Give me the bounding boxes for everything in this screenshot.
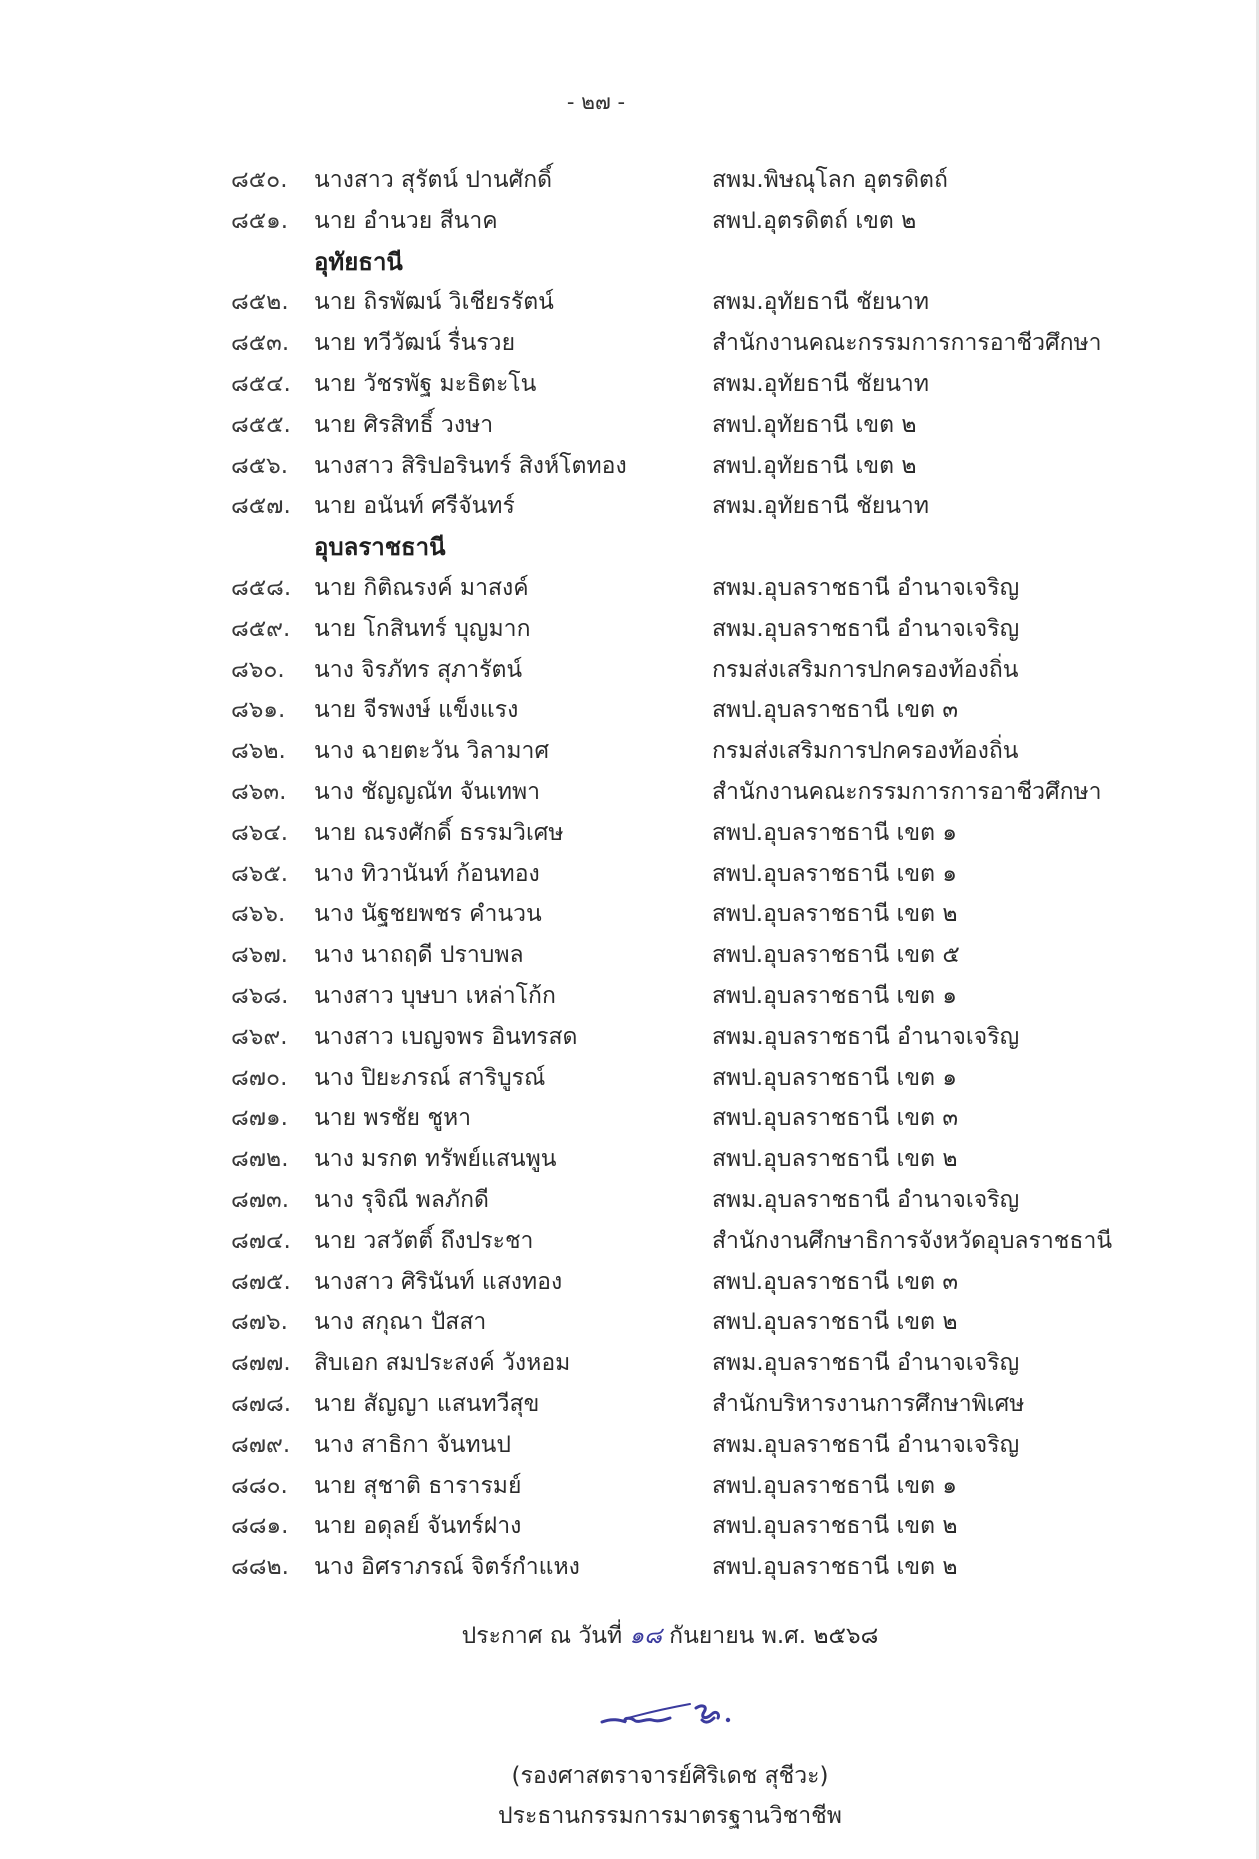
list-item [0,854,1256,895]
entry-name: นางสาว เบญจพร อินทรสด [314,1023,578,1050]
list-item [0,976,1256,1017]
member-list [0,160,1256,1588]
entry-agency: สำนักงานศึกษาธิการจังหวัดอุบลราชธานี [712,1227,1113,1254]
entry-number: ๘๖๗. [231,942,288,969]
entry-number: ๘๗๐. [231,1064,288,1091]
list-item [0,364,1256,405]
entry-number: ๘๖๙. [231,1023,288,1050]
signer-title: ประธานกรรมการมาตรฐานวิชาชีพ [498,1803,842,1829]
entry-number: ๘๕๗. [231,493,291,520]
entry-name: นาย ณรงศักดิ์ ธรรมวิเศษ [314,819,564,846]
province-heading-row [0,242,1256,283]
entry-name: นาง ชัญญณัท จันเทพา [314,778,541,805]
entry-number: ๘๗๙. [231,1431,291,1458]
entry-agency: สพป.อุบลราชธานี เขต ๒ [712,1513,958,1540]
entry-number: ๘๕๔. [231,370,291,397]
page-number: - ๒๗ - [566,90,626,114]
list-item [0,160,1256,201]
entry-agency: สพป.อุบลราชธานี เขต ๕ [712,942,960,969]
entry-agency: สำนักบริหารงานการศึกษาพิเศษ [712,1390,1025,1417]
entry-number: ๘๕๙. [231,615,291,642]
entry-name: นาง นาถฤดี ปราบพล [314,942,524,969]
entry-agency: สพป.อุบลราชธานี เขต ๓ [712,1268,959,1295]
entry-name: นางสาว สิริปอรินทร์ สิงห์โตทอง [314,452,627,479]
entry-number: ๘๖๐. [231,656,285,683]
entry-number: ๘๘๑. [231,1513,289,1540]
list-item [0,568,1256,609]
list-item [0,1506,1256,1547]
list-item [0,650,1256,691]
entry-agency: สพป.อุบลราชธานี เขต ๑ [712,1064,957,1091]
entry-name: นาง ฉายตะวัน วิลามาศ [314,738,550,765]
entry-agency: สพป.อุทัยธานี เขต ๒ [712,411,917,438]
entry-agency: สพป.อุบลราชธานี เขต ๒ [712,1309,958,1336]
entry-number: ๘๖๔. [231,819,289,846]
entry-name: นางสาว บุษบา เหล่าโก้ก [314,982,556,1009]
list-item [0,1425,1256,1466]
entry-number: ๘๗๕. [231,1268,291,1295]
entry-name: นาย ทวีวัฒน์ รื่นรวย [314,330,516,357]
list-item [0,772,1256,813]
entry-agency: สพม.อุทัยธานี ชัยนาท [712,289,929,316]
list-item [0,1262,1256,1303]
list-item [0,405,1256,446]
entry-name: นาย พรชัย ชูหา [314,1105,472,1132]
list-item [0,282,1256,323]
entry-number: ๘๕๒. [231,289,289,316]
entry-number: ๘๗๗. [231,1350,291,1377]
entry-number: ๘๗๒. [231,1146,289,1173]
entry-number: ๘๖๓. [231,778,287,805]
entry-number: ๘๖๖. [231,901,286,928]
list-item [0,1098,1256,1139]
entry-name: นาย ถิรพัฒน์ วิเชียรรัตน์ [314,289,554,316]
list-item [0,1180,1256,1221]
entry-name: นาง มรกต ทรัพย์แสนพูน [314,1146,557,1173]
entry-number: ๘๖๘. [231,982,289,1009]
entry-agency: สพม.พิษณุโลก อุตรดิตถ์ [712,167,948,193]
list-item [0,323,1256,364]
entry-name: นาง สาธิกา จันทนป [314,1431,512,1458]
entry-name: นาง สกุณา ปัสสา [314,1309,487,1336]
list-item [0,1466,1256,1507]
entry-agency: สพม.อุบลราชธานี อำนาจเจริญ [712,1023,1020,1050]
date-suffix: กันยายน พ.ศ. ๒๕๖๘ [669,1623,879,1649]
list-item [0,1139,1256,1180]
entry-agency: สพป.อุบลราชธานี เขต ๑ [712,860,957,887]
entry-name: สิบเอก สมประสงค์ วังหอม [314,1350,571,1377]
entry-name: นาย วสวัตติ์ ถึงประชา [314,1227,534,1254]
entry-agency: กรมส่งเสริมการปกครองท้องถิ่น [712,656,1019,683]
date-prefix: ประกาศ ณ วันที่ [461,1623,623,1649]
province-heading: อุบลราชธานี [314,533,446,562]
list-item [0,690,1256,731]
province-heading-row [0,527,1256,568]
list-item [0,731,1256,772]
entry-name: นาย สัญญา แสนทวีสุข [314,1390,540,1417]
entry-number: ๘๖๑. [231,697,286,724]
entry-agency: สพป.อุตรดิตถ์ เขต ๒ [712,207,917,234]
entry-name: นาย อำนวย สีนาค [314,207,498,234]
entry-number: ๘๕๘. [231,574,292,601]
entry-name: นาย อดุลย์ จันทร์ฝาง [314,1513,522,1540]
signature-icon [598,1698,738,1732]
entry-name: นาย กิติณรงค์ มาสงค์ [314,574,529,601]
entry-name: นาย วัชรพัฐ มะธิตะโน [314,370,537,397]
entry-name: นาง นัฐชยพชร คำนวน [314,901,542,928]
entry-number: ๘๘๐. [231,1472,288,1499]
entry-number: ๘๖๕. [231,860,289,887]
list-item [0,486,1256,527]
entry-name: นาย ศิรสิทธิ์ วงษา [314,411,494,438]
entry-agency: สพม.อุทัยธานี ชัยนาท [712,370,929,397]
announcement-date [0,1616,1259,1656]
entry-name: นาย อนันท์ ศรีจันทร์ [314,493,515,520]
entry-agency: สพม.อุบลราชธานี อำนาจเจริญ [712,1350,1020,1377]
entry-number: ๘๘๒. [231,1554,289,1581]
list-item [0,813,1256,854]
entry-agency: สพม.อุทัยธานี ชัยนาท [712,493,929,520]
entry-name: นาง อิศราภรณ์ จิตร์กำแหง [314,1554,580,1581]
entry-name: นาง รุจิณี พลภักดี [314,1186,489,1213]
entry-agency: สพป.อุบลราชธานี เขต ๒ [712,1146,958,1173]
entry-number: ๘๖๒. [231,738,286,765]
entry-number: ๘๗๘. [231,1390,292,1417]
entry-number: ๘๗๑. [231,1105,288,1132]
list-item [0,1384,1256,1425]
entry-agency: สพป.อุบลราชธานี เขต ๒ [712,1554,958,1581]
list-item [0,446,1256,487]
entry-name: นางสาว สุรัตน์ ปานศักดิ์ [314,167,553,193]
entry-agency: สพม.อุบลราชธานี อำนาจเจริญ [712,574,1020,601]
list-item [0,1221,1256,1262]
list-item [0,201,1256,242]
entry-agency: สพป.อุทัยธานี เขต ๒ [712,452,917,479]
entry-agency: สพป.อุบลราชธานี เขต ๑ [712,982,957,1009]
entry-agency: สพป.อุบลราชธานี เขต ๓ [712,697,959,724]
list-item [0,935,1256,976]
province-heading: อุทัยธานี [314,247,403,276]
list-item [0,1343,1256,1384]
list-item [0,1058,1256,1099]
entry-number: ๘๗๔. [231,1227,291,1254]
entry-name: นาย จีรพงษ์ แข็งแรง [314,697,519,724]
entry-name: นาง จิรภัทร สุภารัตน์ [314,656,523,683]
entry-name: นาย สุชาติ ธารารมย์ [314,1472,522,1499]
entry-agency: สพป.อุบลราชธานี เขต ๑ [712,819,957,846]
entry-agency: กรมส่งเสริมการปกครองท้องถิ่น [712,738,1019,765]
list-item [0,609,1256,650]
entry-name: นางสาว ศิรินันท์ แสงทอง [314,1268,563,1295]
entry-number: ๘๗๖. [231,1309,288,1336]
list-item [0,1302,1256,1343]
list-item [0,1547,1256,1588]
list-item [0,1017,1256,1058]
entry-number: ๘๕๕. [231,411,291,438]
entry-number: ๘๕๐. [231,167,288,193]
signer-name: (รองศาสตราจารย์ศิริเดช สุชีวะ) [511,1763,829,1789]
entry-number: ๘๕๑. [231,207,289,234]
entry-agency: สพป.อุบลราชธานี เขต ๒ [712,901,958,928]
entry-agency: สพป.อุบลราชธานี เขต ๑ [712,1472,957,1499]
entry-agency: สพม.อุบลราชธานี อำนาจเจริญ [712,1431,1020,1458]
entry-agency: สำนักงานคณะกรรมการการอาชีวศึกษา [712,330,1102,357]
entry-agency: สพม.อุบลราชธานี อำนาจเจริญ [712,1186,1020,1213]
list-item [0,894,1256,935]
entry-name: นาง ปิยะภรณ์ สาริบูรณ์ [314,1064,546,1091]
entry-agency: สำนักงานคณะกรรมการการอาชีวศึกษา [712,778,1102,805]
entry-number: ๘๕๓. [231,330,290,357]
entry-agency: สพม.อุบลราชธานี อำนาจเจริญ [712,615,1020,642]
entry-number: ๘๕๖. [231,452,289,479]
entry-name: นาย โกสินทร์ บุญมาก [314,615,531,642]
handwritten-day: ๑๘ [629,1623,662,1649]
entry-agency: สพป.อุบลราชธานี เขต ๓ [712,1105,959,1132]
entry-number: ๘๗๓. [231,1186,290,1213]
entry-name: นาง ทิวานันท์ ก้อนทอง [314,860,540,887]
